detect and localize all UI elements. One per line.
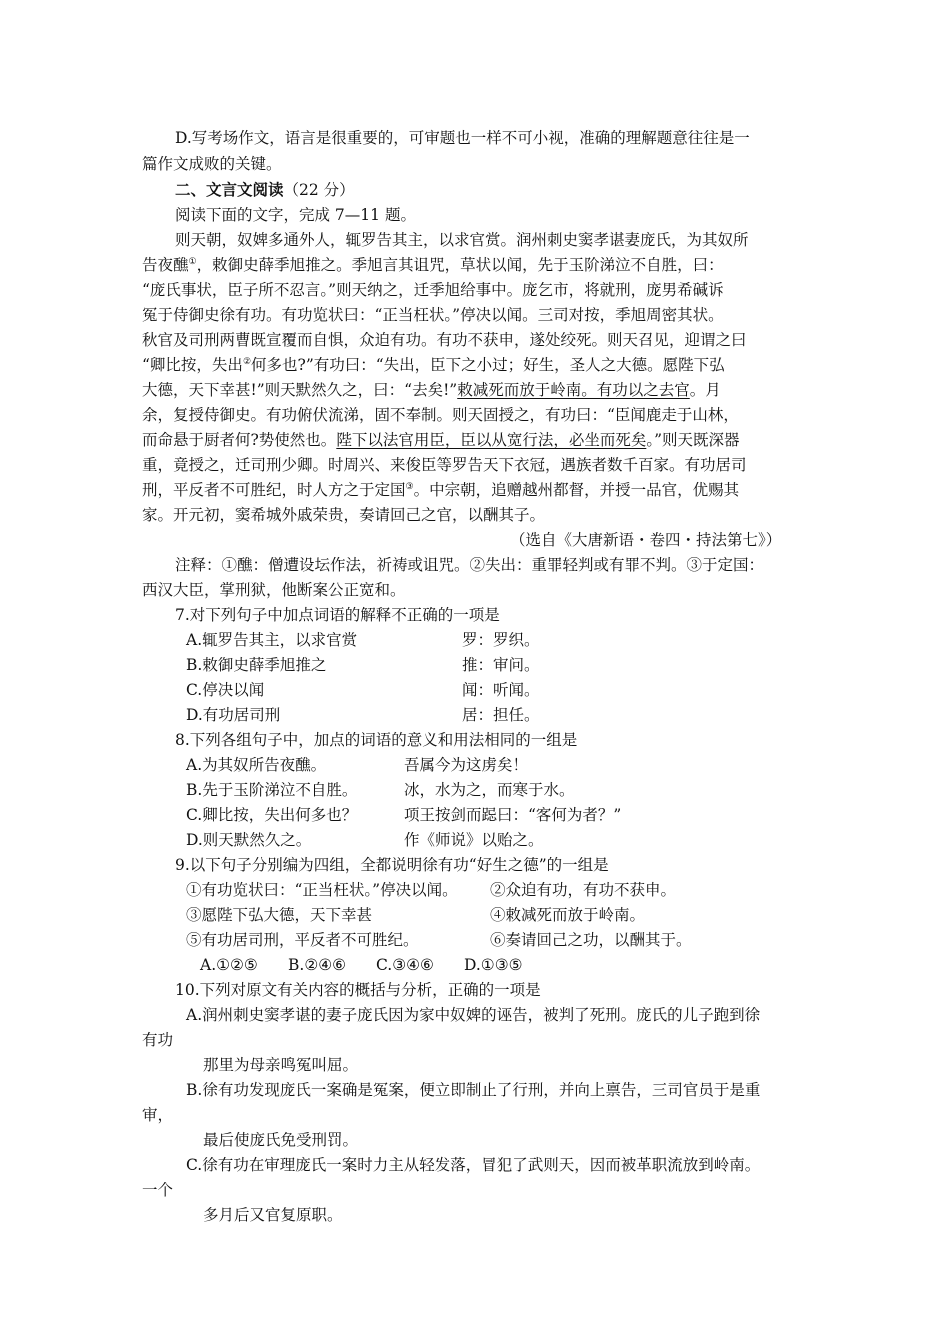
q7-option-b-explanation: 推：审问。 <box>462 656 540 674</box>
q10-option-b-line: 审， <box>142 1106 174 1124</box>
passage-source: （选自《大唐新语・卷四・持法第七》） <box>510 531 782 549</box>
q10-option-a-line: 那里为母亲鸣冤叫屈。 <box>203 1056 359 1074</box>
passage-line: 则天朝，奴婢多通外人，辄罗告其主，以求官赏。润州刺史窦孝谌妻庞氏，为其奴所 <box>175 231 749 249</box>
q8-option-a-compare: 吾属今为这虏矣！ <box>404 756 529 774</box>
section-instruction: 阅读下面的文字，完成 7—11 题。 <box>175 206 416 224</box>
underlined-sentence-1: 敕减死而放于岭南。有功以之去官 <box>457 381 690 399</box>
q9-choice-a: A.①②⑤ <box>200 956 258 974</box>
footnote-marker: ③ <box>405 482 414 492</box>
footnote-marker: ② <box>242 357 252 367</box>
passage-line: 余，复授侍御史。有功俯伏流涕，固不奉制。则天固授之，有功曰：“臣闻鹿走于山林， <box>142 406 739 424</box>
q9-choice-b: B.②④⑥ <box>288 956 347 974</box>
q9-choice-c: C.③④⑥ <box>376 956 434 974</box>
q10-option-c-line: C.徐有功在审理庞氏一案时力主从轻发落，冒犯了武则天，因而被革职流放到岭南。 <box>186 1156 761 1174</box>
q7-option-b: B.敕御史薛季旭推之 <box>186 656 327 674</box>
q6-option-d-line1: D.写考场作文，语言是很重要的，可审题也一样不可小视，准确的理解题意往往是一 <box>175 129 750 147</box>
q9-item: ④敕减死而放于岭南。 <box>490 906 646 924</box>
q8-option-a: A.为其奴所告夜醮。 <box>186 756 327 774</box>
q8-option-b-compare: 冰，水为之，而寒于水。 <box>404 781 575 799</box>
passage-line: “庞氏事状，臣子所不忍言。”则天纳之，迁季旭给事中。庞乞市，将就刑，庞男希碱诉 <box>142 281 724 299</box>
passage-line: 而命悬于厨者何?势使然也。陛下以法官用臣，臣以从宽行法，必坐而死矣。”则天既深器 <box>142 431 740 449</box>
section-heading <box>175 180 355 200</box>
q8-option-c-compare: 项王按剑而跽曰：“客何为者？” <box>404 806 622 824</box>
q10-option-a-line: 有功 <box>142 1031 174 1049</box>
q10-option-b-line: 最后使庞氏免受刑罚。 <box>203 1131 359 1149</box>
q7-option-d: D.有功居司刑 <box>186 706 281 724</box>
passage-line: “卿比按，失出②何多也?”有功曰：“失出，臣下之小过；好生，圣人之大德。愿陛下弘 <box>142 356 725 374</box>
q6-option-d-line2: 篇作文成败的关键。 <box>142 155 282 173</box>
notes-line: 西汉大臣，掌刑狱，他断案公正宽和。 <box>142 581 406 599</box>
q7-option-c-explanation: 闻：听闻。 <box>462 681 540 699</box>
passage-line: 重，竟授之，迁司刑少卿。时周兴、来俊臣等罗告天下衣冠，遇族者数千百家。有功居司 <box>142 456 747 474</box>
q9-item: ⑥奏请回己之功，以酬其于。 <box>490 931 692 949</box>
passage-line: 刑，平反者不可胜纪，时人方之于定国③。中宗朝，追赠越州都督，并授一品官，优赐其 <box>142 481 740 499</box>
footnote-marker: ① <box>188 257 197 267</box>
underlined-sentence-2: 陛下以法官用臣，臣以从宽行法，必坐而死矣 <box>336 431 647 449</box>
q9-choice-d: D.①③⑤ <box>464 956 523 974</box>
q8-option-d: D.则天默然久之。 <box>186 831 312 849</box>
q10-option-a-line: A.润州刺史窦孝谌的妻子庞氏因为家中奴婢的诬告，被判了死刑。庞氏的儿子跑到徐 <box>186 1006 761 1024</box>
q7-option-d-explanation: 居：担任。 <box>462 706 540 724</box>
passage-line: 秋官及司刑两曹既宣覆而自惧，众迫有功。有功不获申，遂处绞死。则天召见，迎谓之曰 <box>142 331 747 349</box>
section-score: （22 分） <box>283 181 355 199</box>
passage-line: 告夜醮①，敕御史薛季旭推之。季旭言其诅咒，草状以闻，先于玉阶涕泣不自胜，曰： <box>142 256 724 274</box>
q7-option-a-explanation: 罗：罗织。 <box>462 631 540 649</box>
q7-option-a: A.辄罗告其主，以求官赏 <box>186 631 358 649</box>
q9-item: ②众迫有功，有功不获申。 <box>490 881 677 899</box>
q8-option-b: B.先于玉阶涕泣不自胜。 <box>186 781 358 799</box>
q10-stem: 10.下列对原文有关内容的概括与分析，正确的一项是 <box>175 981 541 999</box>
q8-option-c: C.卿比按，失出何多也？ <box>186 806 358 824</box>
passage-line: 大德，天下幸甚!”则天默然久之，曰：“去矣!”敕减死而放于岭南。有功以之去官。月 <box>142 381 721 399</box>
q9-item: ⑤有功居司刑，平反者不可胜纪。 <box>186 931 419 949</box>
section-title: 二、文言文阅读 <box>175 180 284 199</box>
q10-option-c-line: 多月后又官复原职。 <box>203 1206 343 1224</box>
q7-option-c: C.停决以闻 <box>186 681 265 699</box>
q7-stem: 7.对下列句子中加点词语的解释不正确的一项是 <box>175 606 500 624</box>
q8-option-d-compare: 作《师说》以贻之。 <box>404 831 544 849</box>
q9-item: ①有功览状曰：“正当枉状。”停决以闻。 <box>186 881 458 899</box>
notes-line: 注释：①醮：僧遭设坛作法，祈祷或诅咒。②失出：重罪轻判或有罪不判。③于定国： <box>175 556 765 574</box>
q9-stem: 9.以下句子分别编为四组，全都说明徐有功“好生之德”的一组是 <box>175 856 609 874</box>
passage-line: 冤于侍御史徐有功。有功览状曰：“正当枉状。”停决以闻。三司对按，季旭周密其状。 <box>142 306 724 324</box>
q8-stem: 8.下列各组句子中，加点的词语的意义和用法相同的一组是 <box>175 731 578 749</box>
q10-option-c-line: 一个 <box>142 1181 174 1199</box>
q10-option-b-line: B.徐有功发现庞氏一案确是冤案，便立即制止了行刑，并向上禀告，三司官员于是重 <box>186 1081 761 1099</box>
passage-line: 家。开元初，窦希城外戚荣贵，奏请回己之官，以酬其子。 <box>142 506 546 524</box>
q9-item: ③愿陛下弘大德，天下幸甚 <box>186 906 373 924</box>
